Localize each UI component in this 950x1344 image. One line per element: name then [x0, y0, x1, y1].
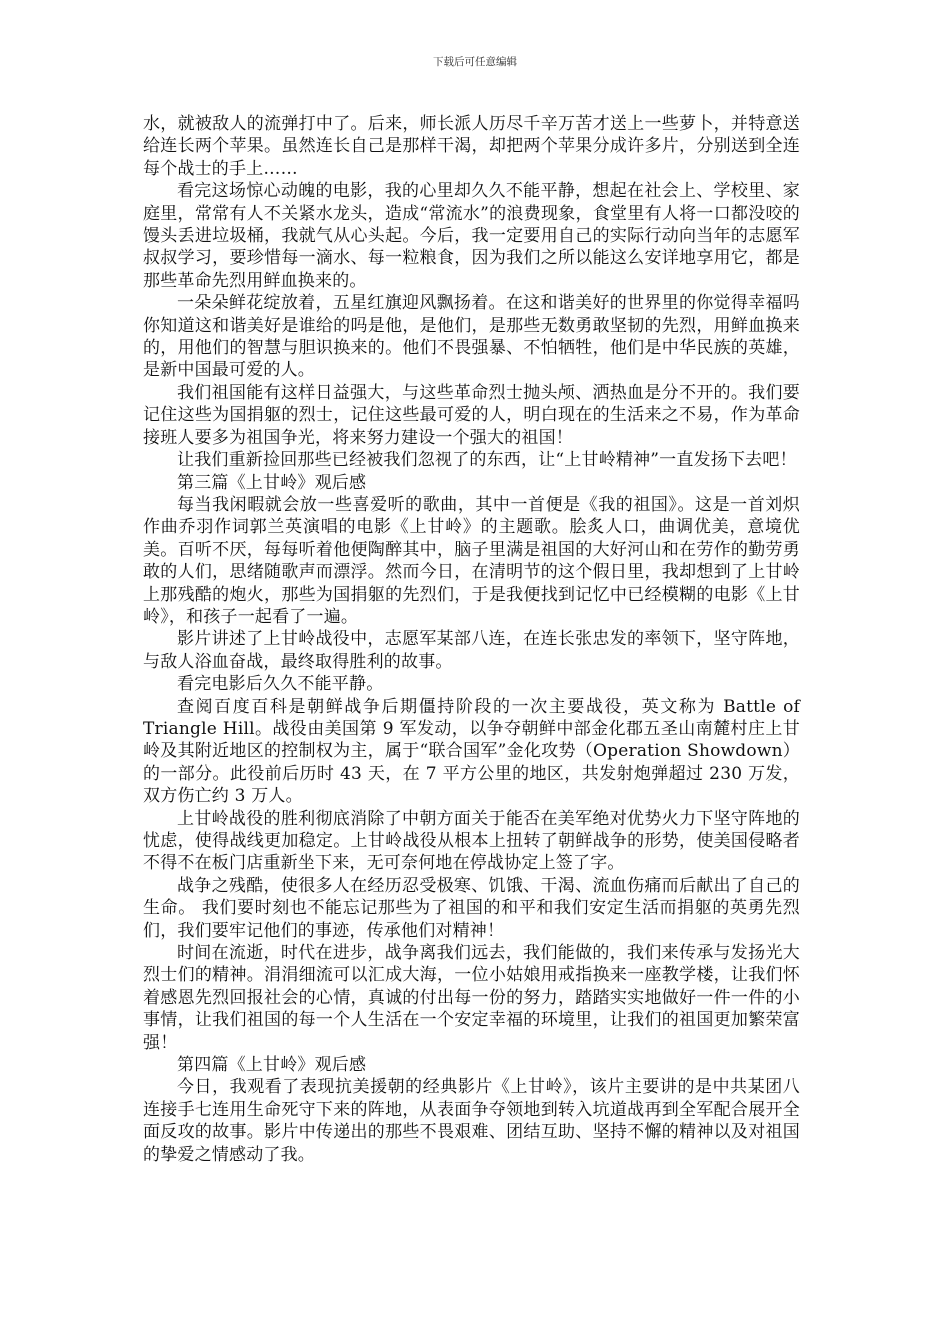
section-heading: 第四篇《上甘岭》观后感: [177, 1055, 367, 1076]
paragraph: 战争之残酷，使很多人在经历忍受极寒、饥饿、干渴、流血伤痛而后献出了自己的生命。 我们要时刻也不能忘记那些为了祖国的和平和我们安定生活而捐躯的英勇先烈们，我们要牢记他们的事迹，传承他们对精神！: [143, 875, 800, 941]
paragraph: 让我们重新捡回那些已经被我们忽视了的东西，让“上甘岭精神”一直发扬下去吧！: [177, 450, 797, 471]
page-header-note: 下载后可任意编辑: [433, 56, 517, 68]
paragraph: 我们祖国能有这样日益强大，与这些革命烈士抛头颅、洒热血是分不开的。我们要记住这些为国捐躯的烈士，记住这些最可爱的人，明白现在的生活来之不易，作为革命接班人要多为祖国争光，将来努力建设一个强大的祖国！: [143, 382, 800, 448]
paragraph: 查阅百度百科是朝鲜战争后期僵持阶段的一次主要战役，英文称为 Battle of Triangle Hill。战役由美国第 9 军发动，以争夺朝鲜中部金化郡五圣山南麓村庄上甘岭及其附近地区的控制权为主，属于“联合国军”金化攻势（Operation Showdown）的一部分。此役前后历时 43 天，在 7 平方公里的地区，共发射炮弹超过 230 万发，双方伤亡约 3 万人。: [143, 696, 800, 807]
paragraph: 每当我闲暇就会放一些喜爱听的歌曲，其中一首便是《我的祖国》。这是一首刘炽作曲乔羽作词郭兰英演唱的电影《上甘岭》的主题歌。脍炙人口，曲调优美，意境优美。百听不厌，每每听着他便陶醉其中，脑子里满是祖国的大好河山和在劳作的勤劳勇敢的人们，思绪随歌声而漂浮。然而今日，在清明节的这个假日里，我却想到了上甘岭上那残酷的炮火，那些为国捐躯的先烈们，于是我便找到记忆中已经模糊的电影《上甘岭》，和孩子一起看了一遍。: [143, 494, 800, 627]
paragraph: 影片讲述了上甘岭战役中，志愿军某部八连，在连长张忠发的率领下，坚守阵地，与敌人浴血奋战，最终取得胜利的故事。: [143, 629, 800, 672]
paragraph: 看完这场惊心动魄的电影，我的心里却久久不能平静，想起在社会上、学校里、家庭里，常常有人不关紧水龙头，造成“常流水”的浪费现象，食堂里有人将一口都没咬的馒头丢进垃圾桶，我就气从心头起。今后，我一定要用自己的实际行动向当年的志愿军叔叔学习，要珍惜每一滴水、每一粒粮食，因为我们之所以能这么安详地享用它，都是那些革命先烈用鲜血换来的。: [143, 181, 800, 291]
paragraph: 一朵朵鲜花绽放着，五星红旗迎风飘扬着。在这和谐美好的世界里的你觉得幸福吗你知道这和谐美好是谁给的吗是他，是他们，是那些无数勇敢坚韧的先烈，用鲜血换来的，用他们的智慧与胆识换来的。他们不畏强暴、不怕牺牲，他们是中华民族的英雄，是新中国最可爱的人。: [143, 293, 800, 381]
paragraph: 时间在流逝，时代在进步，战争离我们远去，我们能做的，我们来传承与发扬光大烈士们的精神。涓涓细流可以汇成大海，一位小姑娘用戒指换来一座教学楼，让我们怀着感恩先烈回报社会的心情，真诚的付出每一份的努力，踏踏实实地做好一件一件的小事情，让我们祖国的每一个人生活在一个安定幸福的环境里，让我们的祖国更加繁荣富强！: [143, 943, 800, 1053]
document-body: [143, 113, 800, 1166]
section-heading: 第三篇《上甘岭》观后感: [177, 472, 367, 493]
paragraph: 看完电影后久久不能平静。: [177, 674, 384, 695]
paragraph: 今日，我观看了表现抗美援朝的经典影片《上甘岭》，该片主要讲的是中共某团八连接手七连用生命死守下来的阵地，从表面争夺领地到转入坑道战再到全军配合展开全面反攻的故事。影片中传递出的那些不畏艰难、团结互助、坚持不懈的精神以及对祖国的挚爱之情感动了我。: [143, 1077, 800, 1165]
paragraph: 上甘岭战役的胜利彻底消除了中朝方面关于能否在美军绝对优势火力下坚守阵地的忧虑，使得战线更加稳定。上甘岭战役从根本上扭转了朝鲜战争的形势，使美国侵略者不得不在板门店重新坐下来，无可奈何地在停战协定上签了字。: [143, 808, 800, 874]
paragraph: 水，就被敌人的流弹打中了。后来，师长派人历尽千辛万苦才送上一些萝卜，并特意送给连长两个苹果。虽然连长自己是那样干渴，却把两个苹果分成许多片，分别送到全连每个战士的手上……: [143, 114, 800, 179]
